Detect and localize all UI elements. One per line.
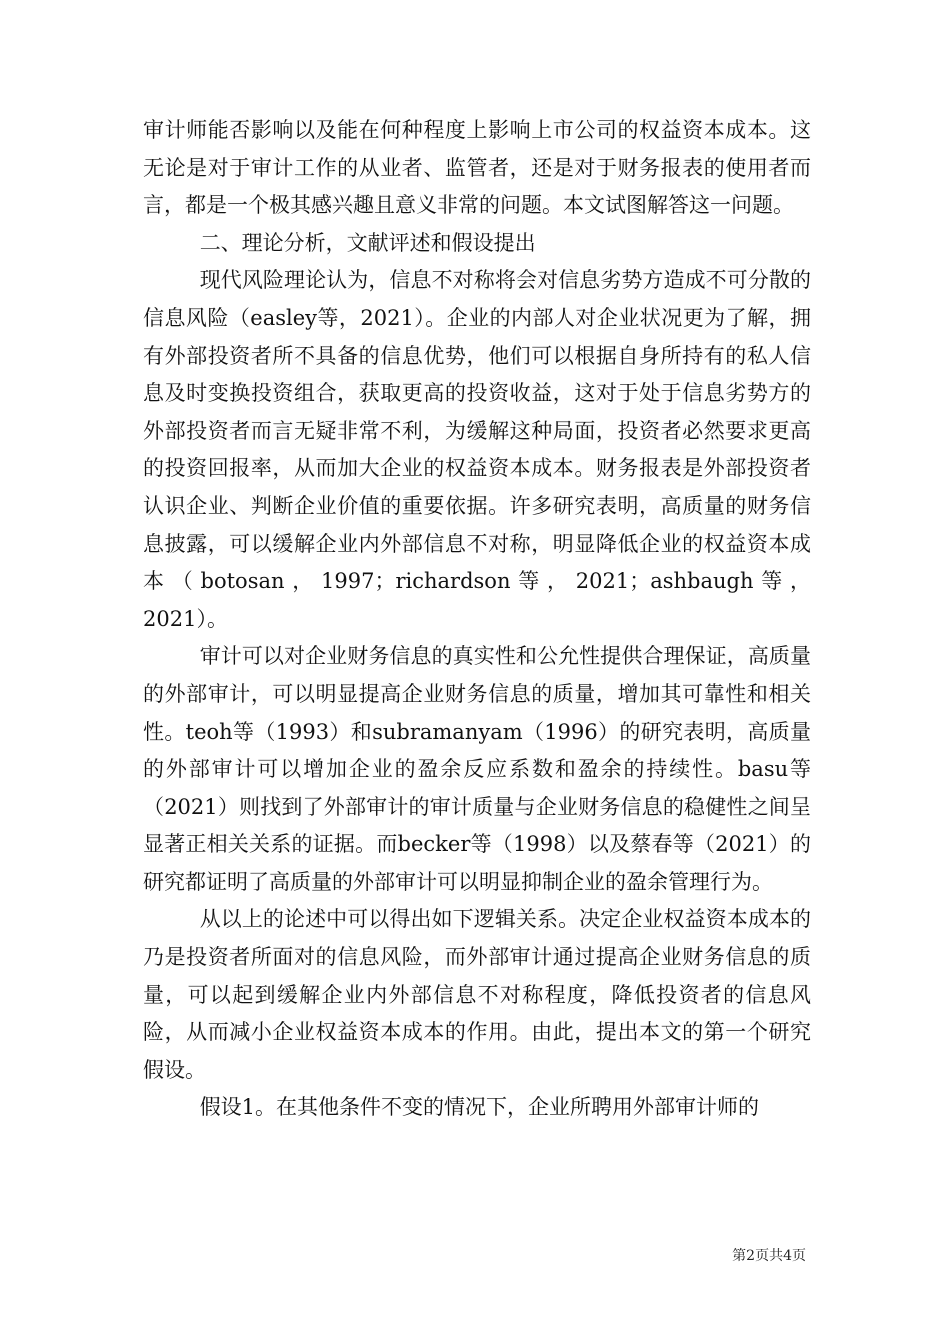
page-number: 第2页共4页 [732, 1248, 806, 1264]
paragraph: 现代风险理论认为，信息不对称将会对信息劣势方造成不可分散的信息风险（easley等，2021）。企业的内部人对企业状况更为了解，拥有外部投资者所不具备的信息优势，他们可以根据自身所持有的私人信息及时变换投资组合，获取更高的投资收益，这对于处于信息劣势方的外部投资者而言无疑非常不利，为缓解这种局面，投资者必然要求更高的投资回报率，从而加大企业的权益资本成本。财务报表是外部投资者认识企业、判断企业价值的重要依据。许多研究表明，高质量的财务信息披露，可以缓解企业内外部信息不对称，明显降低企业的权益资本成本（botosan，1997；richardson等，2021；ashbaugh等，2021）。 [143, 268, 811, 631]
paragraph: 审计师能否影响以及能在何种程度上影响上市公司的权益资本成本。这无论是对于审计工作的从业者、监管者，还是对于财务报表的使用者而言，都是一个极其感兴趣且意义非常的问题。本文试图解答这一问题。 [143, 118, 811, 218]
document-body [143, 112, 811, 1127]
paragraph: 审计可以对企业财务信息的真实性和公允性提供合理保证，高质量的外部审计，可以明显提高企业财务信息的质量，增加其可靠性和相关性。teoh等（1993）和subramanyam（1996）的研究表明，高质量的外部审计可以增加企业的盈余反应系数和盈余的持续性。basu等（2021）则找到了外部审计的审计质量与企业财务信息的稳健性之间呈显著正相关关系的证据。而becker等（1998）以及蔡春等（2021）的研究都证明了高质量的外部审计可以明显抑制企业的盈余管理行为。 [143, 644, 811, 894]
section-heading: 二、理论分析，文献评述和假设提出 [199, 230, 536, 255]
paragraph: 假设1。在其他条件不变的情况下，企业所聘用外部审计师的 [199, 1095, 760, 1120]
paragraph: 从以上的论述中可以得出如下逻辑关系。决定企业权益资本成本的乃是投资者所面对的信息风险，而外部审计通过提高企业财务信息的质量，可以起到缓解企业内外部信息不对称程度，降低投资者的信息风险，从而减小企业权益资本成本的作用。由此，提出本文的第一个研究假设。 [143, 907, 811, 1082]
